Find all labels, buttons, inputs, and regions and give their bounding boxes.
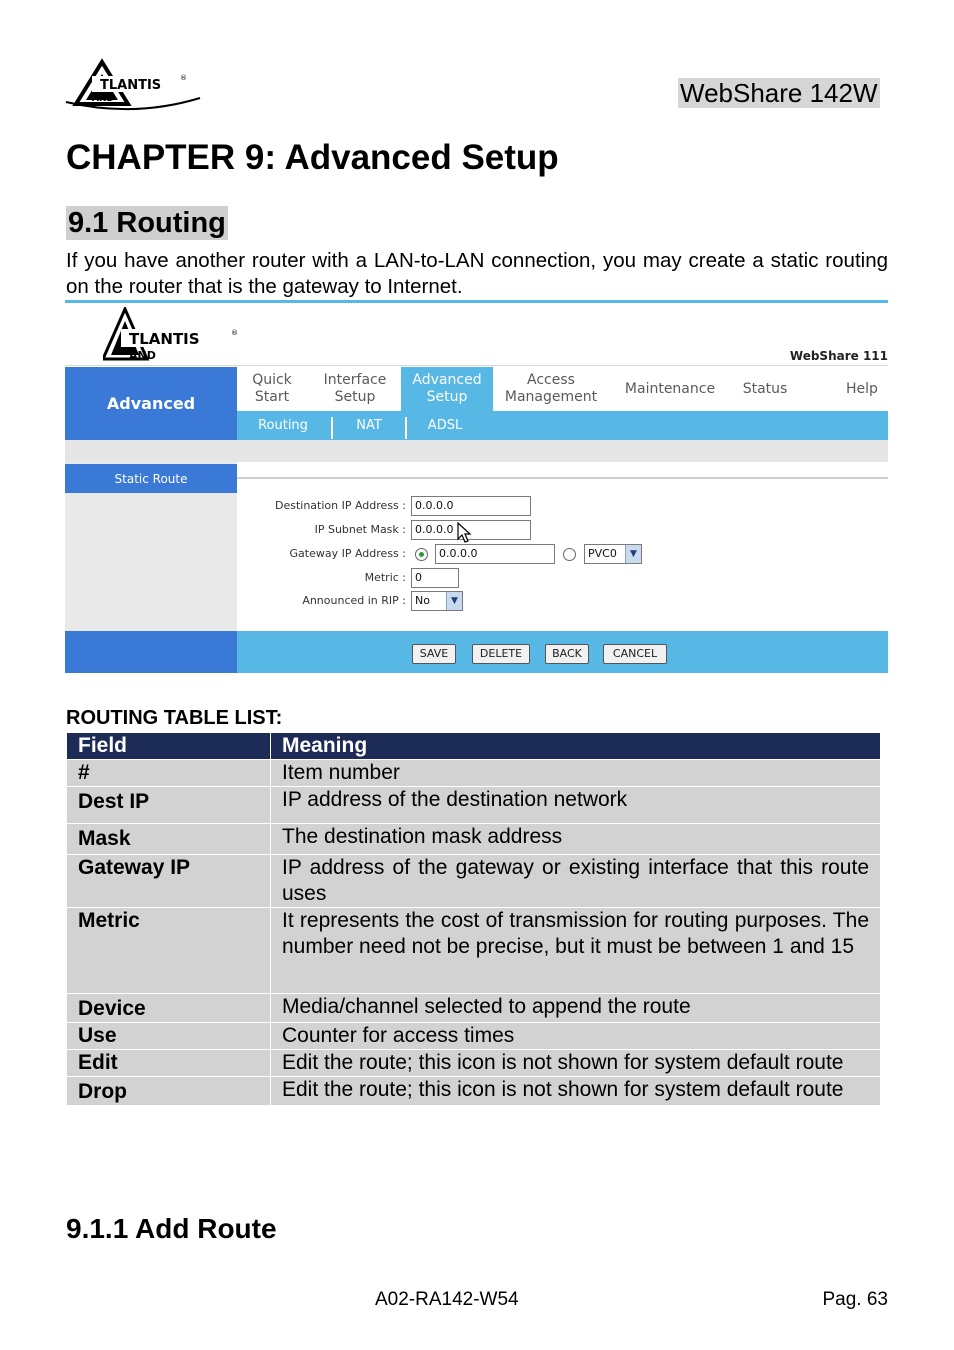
subnav-adsl[interactable]: ADSL [427, 418, 463, 433]
back-button[interactable]: BACK [545, 644, 589, 664]
svg-text:AND: AND [92, 94, 114, 104]
chevron-down-icon: ▼ [446, 592, 462, 610]
footer-page-number: Pag. 63 [822, 1289, 888, 1310]
rip-select[interactable]: No ▼ [411, 591, 463, 611]
row-field: Dest IP [67, 787, 271, 824]
row-field: Drop [67, 1077, 271, 1106]
table-row [67, 760, 881, 787]
row-field: Edit [67, 1050, 271, 1077]
delete-button[interactable]: DELETE [472, 644, 530, 664]
footer-doc-code: A02-RA142-W54 [375, 1289, 519, 1310]
mode-label: Advanced [65, 367, 237, 440]
row-meaning: Item number [271, 760, 881, 787]
row-field: Use [67, 1023, 271, 1050]
gateway-ip-radio[interactable] [415, 548, 428, 561]
subnet-mask-input[interactable]: 0.0.0.0 [411, 520, 531, 540]
row-field: Metric [67, 908, 271, 994]
divider [237, 477, 888, 479]
row-field: Mask [67, 824, 271, 855]
table-row [67, 994, 881, 1023]
table-row [67, 1023, 881, 1050]
table-row [67, 1050, 881, 1077]
svg-text:®: ® [180, 74, 187, 82]
divider [331, 417, 333, 439]
subnet-mask-label: IP Subnet Mask : [314, 523, 406, 536]
divider [405, 417, 407, 439]
product-name: WebShare 142W [680, 78, 878, 108]
metric-label: Metric : [364, 571, 406, 584]
chapter-title: CHAPTER 9: Advanced Setup [66, 138, 559, 177]
nav-status[interactable]: Status [742, 380, 788, 397]
svg-text:AND: AND [129, 349, 156, 362]
nav-quick-start[interactable]: Quick Start [252, 372, 292, 405]
rip-label: Announced in RIP : [302, 594, 406, 607]
main-nav [237, 367, 888, 411]
table-row [67, 824, 881, 855]
interface-select[interactable]: PVC0 ▼ [584, 544, 642, 564]
nav-advanced-setup[interactable]: Advanced Setup [401, 367, 493, 411]
gateway-ip-label: Gateway IP Address : [289, 547, 406, 560]
nav-maintenance[interactable]: Maintenance [624, 380, 716, 397]
nav-help[interactable]: Help [846, 380, 878, 397]
cancel-button[interactable]: CANCEL [603, 644, 667, 664]
row-meaning: Edit the route; this icon is not shown for system default route [271, 1050, 881, 1077]
table-row [67, 855, 881, 908]
row-meaning: Media/channel selected to append the route [271, 994, 881, 1023]
table-row [67, 908, 881, 994]
row-meaning: The destination mask address [271, 824, 881, 855]
metric-input[interactable]: 0 [411, 568, 459, 588]
router-screenshot [65, 300, 888, 673]
divider [65, 365, 888, 366]
subsection-title: 9.1.1 Add Route [66, 1213, 277, 1244]
atlantis-logo [103, 307, 243, 363]
row-meaning: It represents the cost of transmission for routing purposes. The number need not be precise, but it must be between 1 and 15 [271, 908, 881, 994]
section-title: 9.1 Routing [68, 207, 226, 239]
table-title: ROUTING TABLE LIST: [66, 707, 283, 729]
row-field: # [67, 760, 271, 787]
svg-text:TLANTIS: TLANTIS [100, 78, 162, 93]
save-button[interactable]: SAVE [412, 644, 456, 664]
subnav-routing[interactable]: Routing [258, 418, 308, 433]
dest-ip-input[interactable]: 0.0.0.0 [411, 496, 531, 516]
atlantis-logo [64, 58, 202, 120]
interface-radio[interactable] [563, 548, 576, 561]
row-field: Gateway IP [67, 855, 271, 908]
dest-ip-label: Destination IP Address : [274, 499, 406, 512]
nav-access-management[interactable]: Access Management [504, 372, 598, 405]
table-row [67, 1077, 881, 1106]
panel-title: Static Route [65, 464, 237, 493]
header-meaning: Meaning [271, 733, 881, 760]
routing-table [66, 732, 881, 1106]
spacer-band [65, 440, 888, 462]
svg-text:TLANTIS: TLANTIS [129, 330, 200, 348]
table-row [67, 787, 881, 824]
row-meaning: IP address of the destination network [271, 787, 881, 824]
nav-interface-setup[interactable]: Interface Setup [323, 372, 387, 405]
button-bar-left [65, 631, 237, 673]
section-intro: If you have another router with a LAN-to-LAN connection, you may create a static routing on the router that is the gateway to Internet. [66, 249, 888, 298]
chevron-down-icon: ▼ [625, 545, 641, 563]
svg-text:®: ® [231, 329, 238, 337]
mouse-cursor-icon [457, 522, 473, 544]
row-meaning: IP address of the gateway or existing interface that this route uses [271, 855, 881, 908]
gateway-ip-input[interactable]: 0.0.0.0 [435, 544, 555, 564]
row-meaning: Counter for access times [271, 1023, 881, 1050]
header-field: Field [67, 733, 271, 760]
subnav-nat[interactable]: NAT [356, 418, 382, 433]
table-header-row [67, 733, 881, 760]
row-field: Device [67, 994, 271, 1023]
sub-nav [237, 411, 888, 440]
row-meaning: Edit the route; this icon is not shown for system default route [271, 1077, 881, 1106]
screenshot-product-name: WebShare 111 [789, 349, 888, 363]
